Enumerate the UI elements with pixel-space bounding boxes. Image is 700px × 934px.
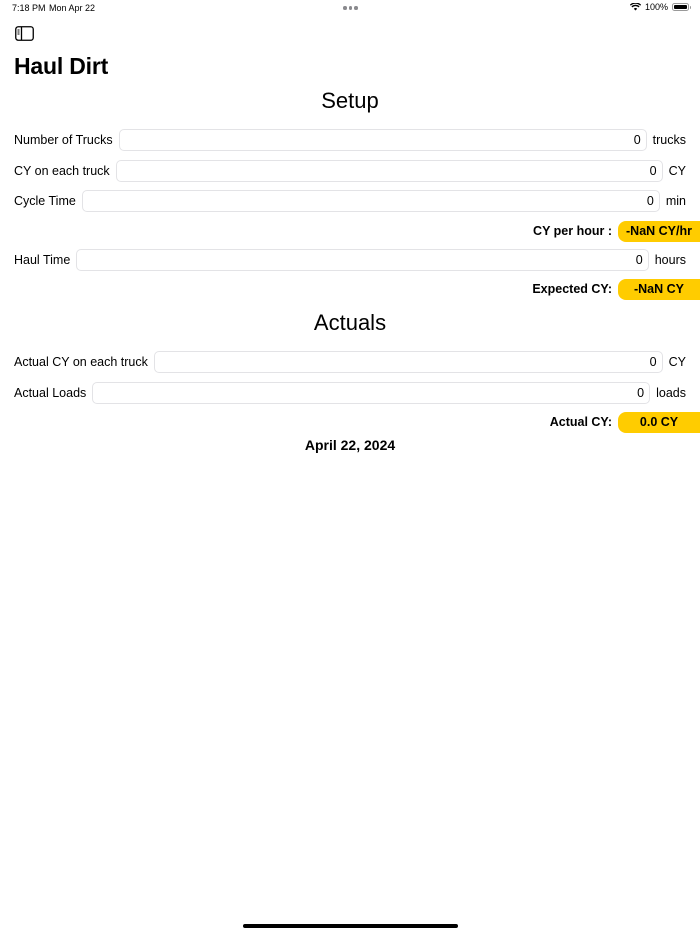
cy-each-truck-unit: CY — [668, 164, 686, 178]
haul-time-unit: hours — [654, 253, 686, 267]
haul-time-input[interactable] — [76, 249, 648, 271]
current-date: April 22, 2024 — [304, 437, 396, 453]
number-of-trucks-row — [14, 128, 686, 152]
sidebar-left-icon[interactable] — [15, 26, 34, 41]
setup-heading: Setup — [321, 88, 379, 113]
actual-loads-row — [14, 381, 686, 405]
expected-cy-label: Expected CY: — [532, 282, 612, 296]
cy-per-hour-value: -NaN CY/hr — [618, 221, 700, 242]
number-of-trucks-unit: trucks — [652, 133, 686, 147]
actual-cy-value: 0.0 CY — [618, 412, 700, 433]
actual-cy-each-truck-input[interactable] — [154, 351, 663, 373]
cy-each-truck-row — [14, 159, 686, 183]
battery-percent: 100% — [644, 2, 668, 12]
cycle-time-label: Cycle Time — [14, 194, 76, 208]
battery-full-icon — [672, 3, 689, 11]
actual-loads-unit: loads — [656, 386, 686, 400]
wifi-icon — [630, 3, 641, 11]
actual-cy-row — [550, 411, 700, 433]
actual-cy-each-truck-label: Actual CY on each truck — [14, 355, 148, 369]
number-of-trucks-input[interactable] — [119, 129, 647, 151]
cy-per-hour-label: CY per hour : — [533, 224, 612, 238]
page-title: Haul Dirt — [14, 53, 109, 79]
expected-cy-row — [532, 278, 700, 300]
actual-loads-label: Actual Loads — [14, 386, 87, 400]
actual-cy-each-truck-row — [14, 350, 686, 374]
multitasking-dots-icon[interactable] — [343, 6, 358, 10]
cy-each-truck-input[interactable] — [116, 160, 663, 182]
cycle-time-input[interactable] — [82, 190, 660, 212]
actual-cy-label: Actual CY: — [549, 415, 612, 429]
actuals-heading: Actuals — [313, 310, 387, 335]
haul-time-label: Haul Time — [14, 253, 71, 267]
expected-cy-value: -NaN CY — [618, 279, 700, 300]
cy-each-truck-label: CY on each truck — [14, 164, 110, 178]
number-of-trucks-label: Number of Trucks — [14, 133, 113, 147]
cycle-time-unit: min — [665, 194, 686, 208]
status-date: Mon Apr 22 — [49, 3, 96, 13]
home-indicator[interactable] — [243, 924, 458, 928]
cycle-time-row — [14, 189, 686, 213]
status-time: 7:18 PM — [12, 3, 46, 13]
actual-loads-input[interactable] — [92, 382, 650, 404]
cy-per-hour-row — [533, 220, 700, 242]
haul-time-row — [14, 248, 686, 272]
status-bar — [0, 0, 700, 18]
actual-cy-each-truck-unit: CY — [668, 355, 686, 369]
status-right — [630, 2, 689, 12]
